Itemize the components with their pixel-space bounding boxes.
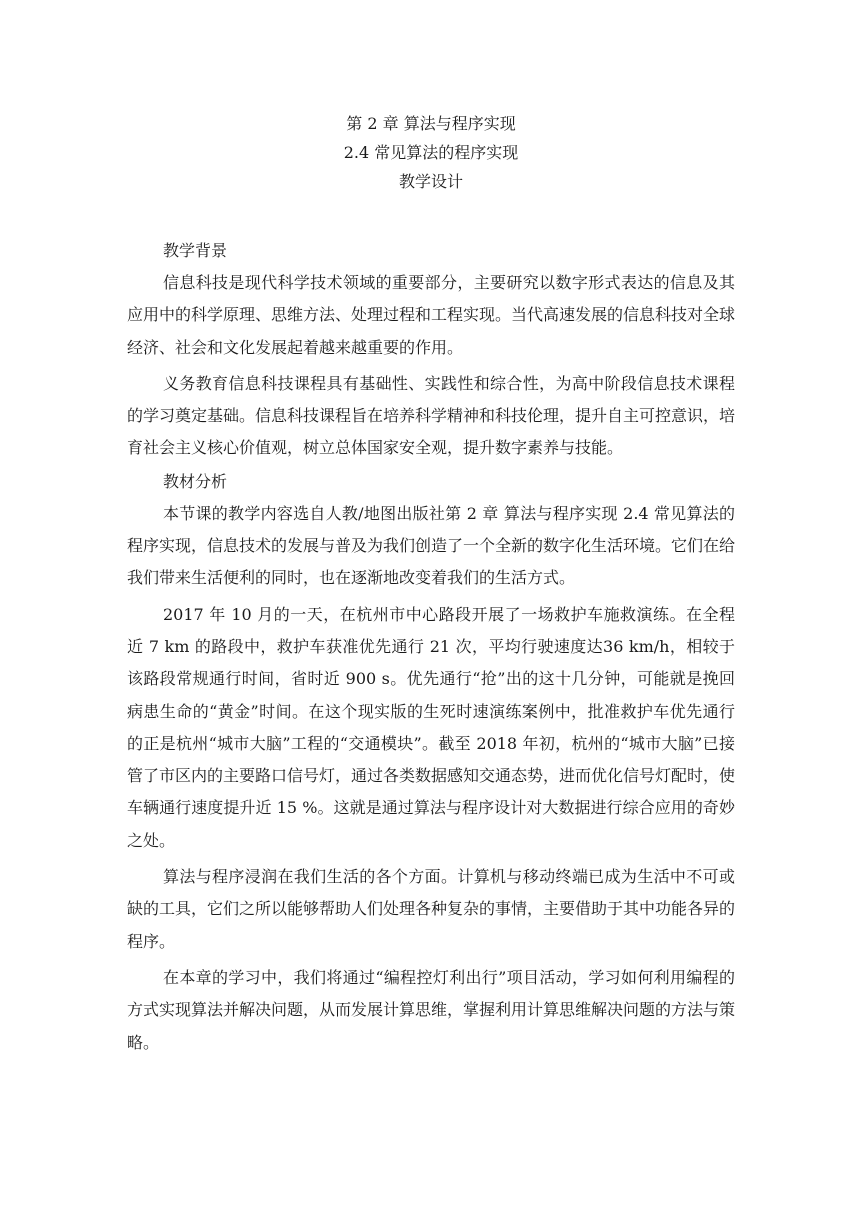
analysis-paragraph-3: 算法与程序浸润在我们生活的各个方面。计算机与移动终端已成为生活中不可或缺的工具，它们之所以能够帮助人们处理各种复杂的事情，主要借助于其中功能各异的程序。: [127, 867, 736, 951]
document-subtitle: 教学设计: [398, 172, 463, 191]
analysis-heading: 教材分析: [163, 471, 228, 491]
section-title: 2.4 常见算法的程序实现: [343, 143, 519, 162]
analysis-paragraph-4: 在本章的学习中，我们将通过“编程控灯利出行”项目活动，学习如何利用编程的方式实现算法并解决问题，从而发展计算思维，掌握利用计算思维解决问题的方法与策略。: [127, 967, 736, 1052]
analysis-paragraph-2: 2017 年 10 月的一天，在杭州市中心路段开展了一场救护车施救演练。在全程近 7 km 的路段中，救护车获准优先通行 21 次，平均行驶速度达36 km/h，相较于该路段常规通行时间，省时近 900 s。优先通行“抢”出的这十几分钟，可能就是挽回病患生命的“黄金”时间。在这个现实版的生死时速演练案例中，批准救护车优先通行的正是杭州“城市大脑”工程的“交通模块”。截至 2018 年初，杭州的“城市大脑”已接管了市区内的主要路口信号灯，通过各类数据感知交通态势，进而优化信号灯配时，使车辆通行速度提升近 15 %。这就是通过算法与程序设计对大数据进行综合应用的奇妙之处。: [127, 604, 736, 850]
background-paragraph-1: 信息科技是现代科学技术领域的重要部分，主要研究以数字形式表达的信息及其应用中的科学原理、思维方法、处理过程和工程实现。当代高速发展的信息科技对全球经济、社会和文化发展起着越来越重要的作用。: [127, 273, 736, 357]
analysis-paragraph-1: 本节课的教学内容选自人教/地图出版社第 2 章 算法与程序实现 2.4 常见算法的程序实现，信息技术的发展与普及为我们创造了一个全新的数字化生活环境。它们在给我们带来生活便利的同时，也在逐渐地改变着我们的生活方式。: [127, 503, 736, 588]
title-block: [127, 109, 735, 196]
document-page: [127, 109, 735, 1059]
background-heading: 教学背景: [163, 241, 228, 260]
background-paragraph-2: 义务教育信息科技课程具有基础性、实践性和综合性，为高中阶段信息技术课程的学习奠定基础。信息科技课程旨在培养科学精神和科技伦理，提升自主可控意识，培育社会主义核心价值观，树立总体国家安全观，提升数字素养与技能。: [127, 373, 736, 458]
chapter-title: 第 2 章 算法与程序实现: [346, 114, 516, 133]
